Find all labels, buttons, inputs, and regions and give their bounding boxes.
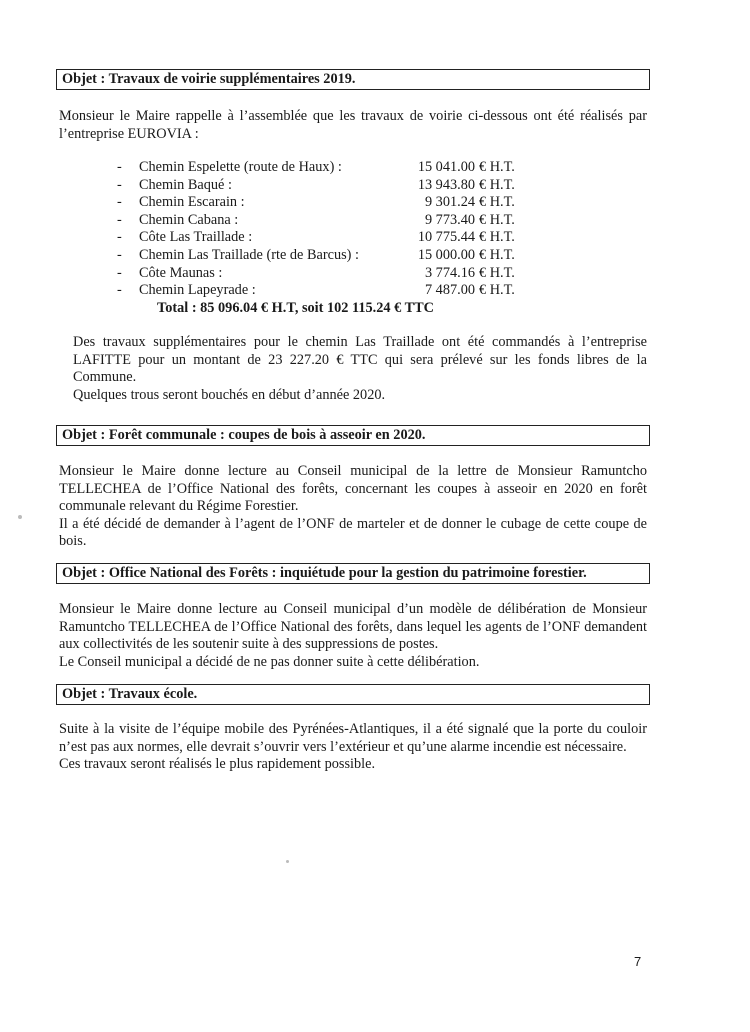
voirie-works-list [117,159,517,300]
work-amount: 9 301.24 [424,194,475,211]
foret-body [59,463,647,551]
work-item [117,159,517,177]
list-dash: - [117,282,122,299]
list-dash: - [117,264,122,281]
list-dash: - [117,159,122,175]
ecole-body [59,721,647,774]
section-heading-foret: Objet : Forêt communale : coupes de bois à asseoir en 2020. [56,425,650,446]
voirie-extra-note: Quelques trous seront bouchés en début d’année 2020. [73,386,386,403]
work-item [117,194,517,212]
section-heading-voirie: Objet : Travaux de voirie supplémentaires 2019. [56,69,650,90]
scan-speck [286,860,289,863]
voirie-extra-text: Des travaux supplémentaires pour le chemin Las Traillade ont été commandés à l’entreprise LAFITTE pour un montant de 23 227.20 € TTC qui sera prélevé sur les fonds libres de la Commune. [73,334,647,386]
work-amount: 15 041.00 [417,159,475,175]
voirie-intro [59,108,647,143]
work-unit: € H.T. [479,264,515,281]
list-dash: - [117,176,122,193]
work-item [117,212,517,230]
work-amount: 10 775.44 [417,229,475,246]
onf-decision: Le Conseil municipal a décidé de ne pas donner suite à cette délibération. [59,653,480,670]
work-item [117,177,517,195]
work-amount: 15 000.00 [417,246,475,263]
voirie-total: Total : 85 096.04 € H.T, soit 102 115.24 € TTC [157,300,434,316]
voirie-intro-text: Monsieur le Maire rappelle à l’assemblée que les travaux de voirie ci-dessous ont été réalisés par l’entreprise EUROVIA : [59,108,647,142]
work-unit: € H.T. [479,282,515,299]
voirie-extra [73,334,647,404]
ecole-text: Suite à la visite de l’équipe mobile des Pyrénées-Atlantiques, il a été signalé que la porte du couloir n’est pas aux normes, elle devrait s’ouvrir vers l’extérieur et qu’une alarme incendie est nécessaire. [59,721,647,755]
list-dash: - [117,246,122,263]
section-heading-ecole: Objet : Travaux école. [56,684,650,705]
work-label: Côte Maunas : [139,264,223,281]
work-label: Chemin Lapeyrade : [139,282,256,299]
work-item [117,247,517,265]
work-label: Chemin Espelette (route de Haux) : [139,159,342,175]
onf-text: Monsieur le Maire donne lecture au Conseil municipal d’un modèle de délibération de Monsieur Ramuntcho TELLECHEA de l’Office National des forêts, dans lequel les agents de l’ONF demandent aux collectivités de les soutenir suite à des suppressions de postes. [59,601,647,653]
work-item [117,265,517,283]
scan-speck [18,515,22,519]
work-unit: € H.T. [479,229,515,246]
work-label: Chemin Cabana : [139,211,239,228]
list-dash: - [117,211,122,228]
work-amount: 13 943.80 [417,176,475,193]
work-amount: 3 774.16 [424,264,475,281]
section-heading-onf: Objet : Office National des Forêts : inquiétude pour la gestion du patrimoine forestier. [56,563,650,584]
work-item [117,282,517,300]
list-dash: - [117,194,122,211]
work-label: Chemin Baqué : [139,176,232,193]
work-amount: 9 773.40 [424,211,475,228]
work-unit: € H.T. [479,246,515,263]
work-label: Chemin Escarain : [139,194,245,211]
work-unit: € H.T. [479,176,515,193]
work-amount: 7 487.00 [424,282,475,299]
page-number: 7 [634,954,642,969]
work-label: Côte Las Traillade : [139,229,253,246]
work-unit: € H.T. [479,194,515,211]
foret-decision: Il a été décidé de demander à l’agent de l’ONF de marteler et de donner le cubage de cette coupe de bois. [59,515,647,550]
ecole-followup: Ces travaux seront réalisés le plus rapidement possible. [59,756,376,773]
work-unit: € H.T. [479,159,515,175]
onf-body [59,601,647,671]
foret-text: Monsieur le Maire donne lecture au Conseil municipal de la lettre de Monsieur Ramuntcho TELLECHEA de l’Office National des forêts, concernant les coupes à asseoir en 2020 en forêt communale relevant du Régime Forestier. [59,463,647,515]
work-item [117,229,517,247]
work-unit: € H.T. [479,211,515,228]
list-dash: - [117,229,122,246]
work-label: Chemin Las Traillade (rte de Barcus) : [139,246,359,263]
